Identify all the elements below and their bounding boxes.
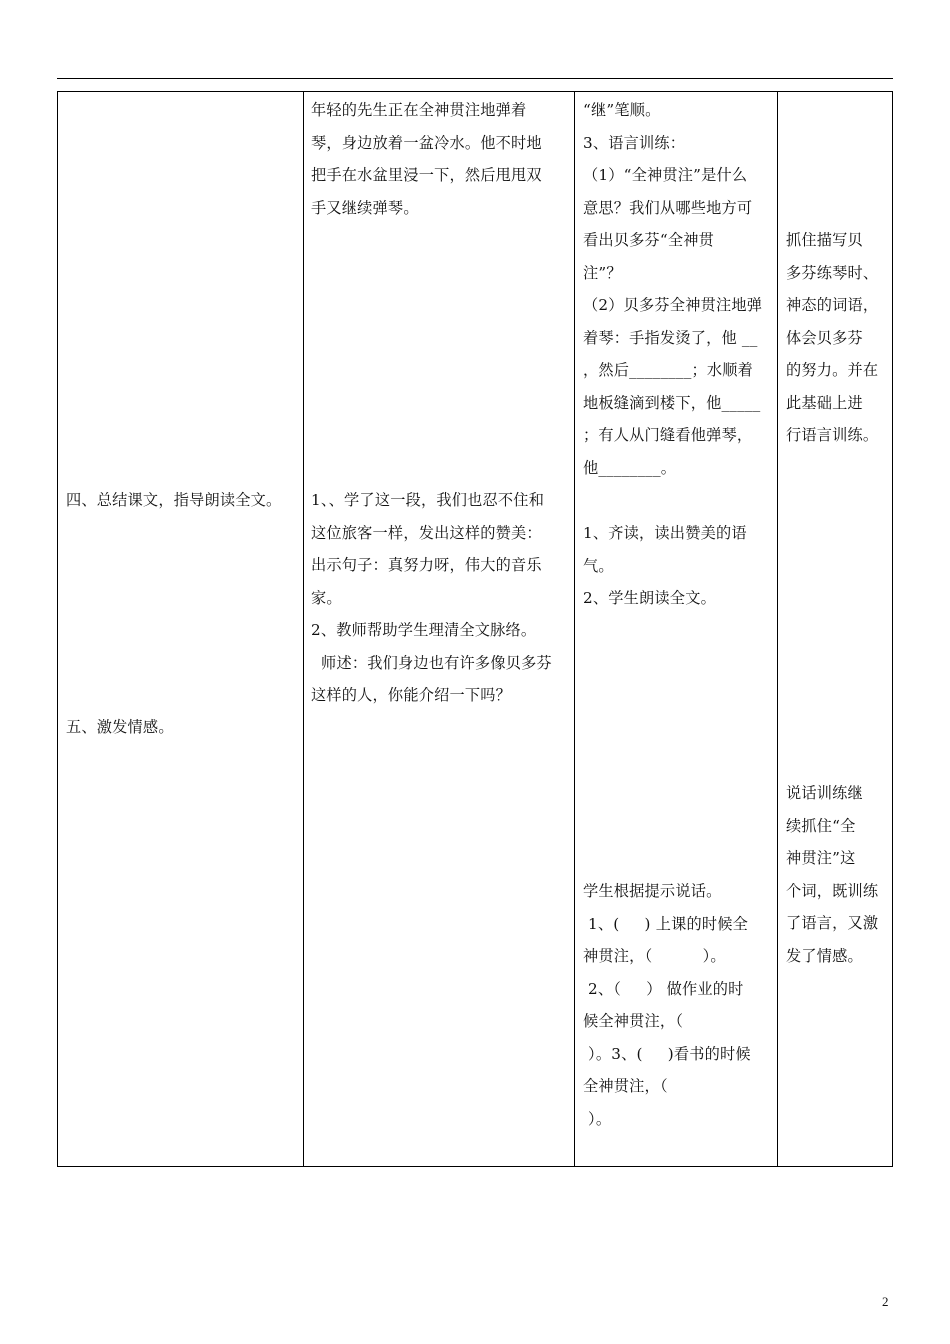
student-text-b: 1、齐读，读出赞美的语 气。 2、学生朗读全文。 <box>583 524 747 607</box>
column-divider <box>303 92 304 1166</box>
column-divider <box>777 92 778 1166</box>
header-rule <box>57 78 893 79</box>
design-note-b: 说话训练继 续抓住“全 神贯注”这 个词，既训练 了语言，又激 发了情感。 <box>786 784 879 965</box>
page-number: 2 <box>882 1294 889 1309</box>
design-note-a: 抓住描写贝 多芬练琴时、 神态的词语， 体会贝多芬 的努力。并在 此基础上进 行语言训练。 <box>786 231 879 444</box>
column-divider <box>574 92 575 1166</box>
teacher-text-a: 年轻的先生正在全神贯注地弹着 琴，身边放着一盆冷水。他不时地 把手在水盆里浸一下，然后甩甩双 手又继续弹琴。 <box>311 101 542 217</box>
student-text-c: 学生根据提示说话。 1、( ) 上课的时候全 神贯注，（ ）。 2、（ ） 做作业的时 候全神贯注，（ ）。3、( )看书的时候 全神贯注，（ ）。 <box>583 882 751 1128</box>
student-text-a: “继”笔顺。 3、语言训练： （1）“全神贯注”是什么 意思？我们从哪些地方可 看出贝多芬“全神贯 注”？ （2）贝多芬全神贯注地弹 着琴：手指发烫了，他 __ ，然后________；水顺着 地板缝滴到楼下，他_____ ；有人从门缝看他弹琴， 他________。 <box>583 101 763 477</box>
teacher-text-b: 1、、学了这一段，我们也忍不住和 这位旅客一样，发出这样的赞美： 出示句子：真努力呀，伟大的音乐 家。 2、教师帮助学生理清全文脉络。 师述：我们身边也有许多像贝多芬 这样的人，你能介绍一下吗？ <box>311 491 552 704</box>
step-four: 四、总结课文，指导朗读全文。 <box>66 491 282 509</box>
step-five: 五、激发情感。 <box>66 718 174 736</box>
